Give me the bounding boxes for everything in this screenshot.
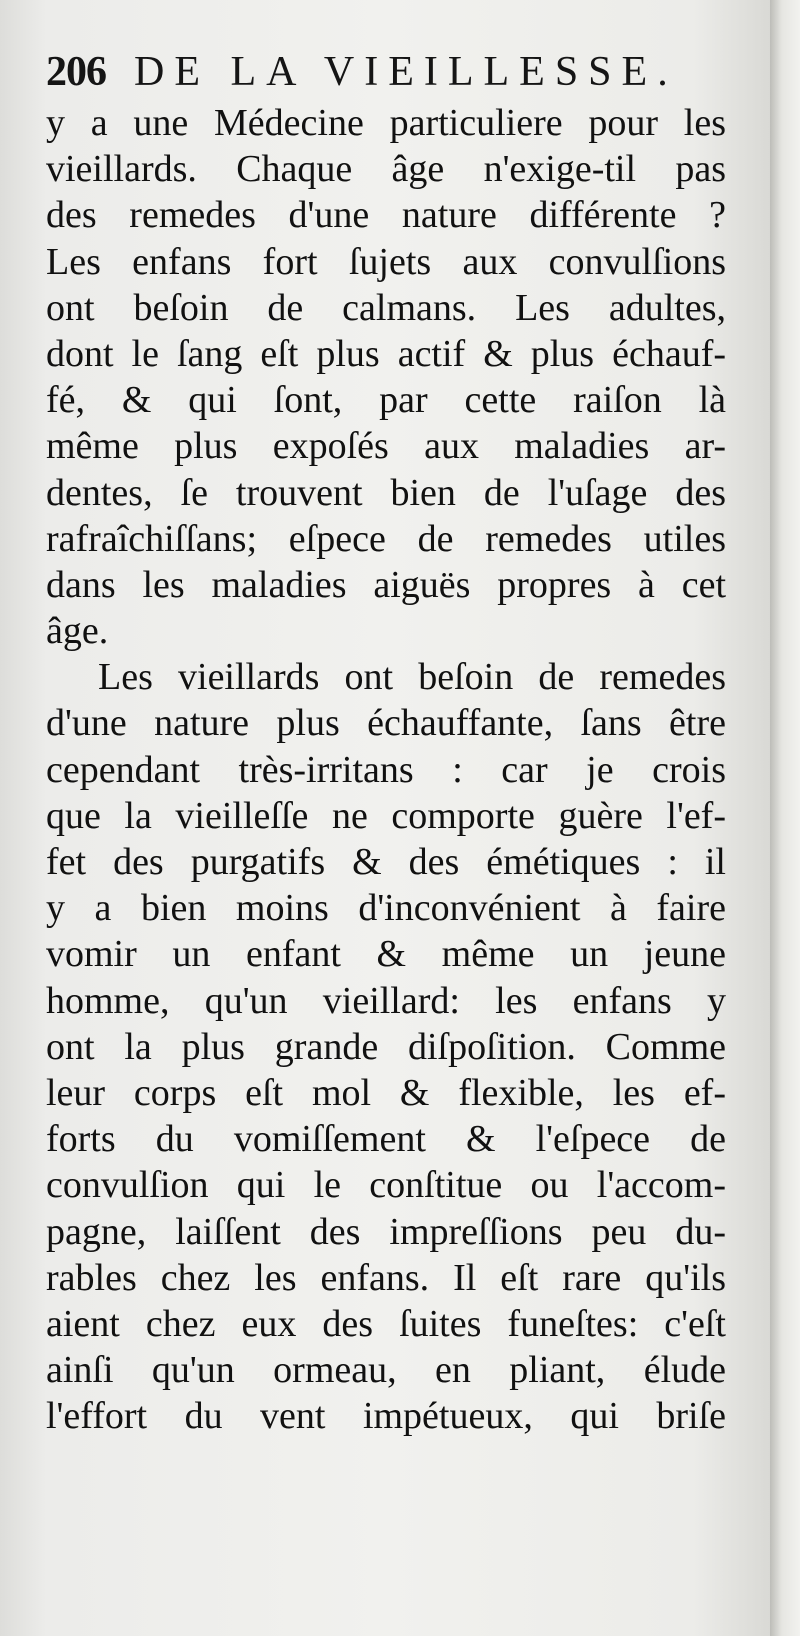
text-line: vieillards. Chaque âge n'exige-til pas: [46, 148, 726, 191]
paragraph-start-line: Les vieillards ont beſoin de remedes: [98, 656, 726, 699]
text-line: vomir un enfant & même un jeune: [46, 933, 726, 976]
running-title: DE LA VIEILLESSE.: [134, 49, 678, 95]
text-line: des remedes d'une nature différente ?: [46, 194, 726, 237]
page-header: [46, 44, 746, 100]
text-line: Les enfans fort ſujets aux convulſions: [46, 240, 726, 283]
text-line: rafraîchiſſans; eſpece de remedes utiles: [46, 517, 726, 560]
text-line: leur corps eſt mol & flexible, les ef-: [46, 1071, 726, 1114]
text-line: dentes, ſe trouvent bien de l'uſage des: [46, 471, 726, 514]
text-line: ont la plus grande diſpoſition. Comme: [46, 1025, 726, 1068]
text-line: homme, qu'un vieillard: les enfans y: [46, 979, 726, 1022]
page-edge: [770, 0, 800, 1636]
text-line: ont beſoin de calmans. Les adultes,: [46, 286, 726, 329]
text-line: aient chez eux des ſuites funeſtes: c'eſt: [46, 1302, 726, 1345]
text-line: convulſion qui le conſtitue ou l'accom-: [46, 1164, 726, 1207]
text-line: y a une Médecine particuliere pour les: [46, 102, 726, 144]
text-line: même plus expoſés aux maladies ar-: [46, 425, 726, 468]
text-line: y a bien moins d'inconvénient à faire: [46, 887, 726, 930]
text-line: fet des purgatifs & des émétiques : il: [46, 841, 726, 883]
body-text: [46, 100, 726, 1439]
text-line: que la vieilleſſe ne comporte guère l'ef-: [46, 794, 726, 837]
paragraph-end-line: âge.: [46, 610, 109, 653]
page-number: 206: [46, 49, 106, 95]
text-line: l'effort du vent impétueux, qui briſe: [46, 1395, 726, 1438]
text-line: rables chez les enfans. Il eſt rare qu'ils: [46, 1256, 726, 1299]
text-line: fé, & qui ſont, par cette raiſon là: [46, 379, 726, 422]
text-line: forts du vomiſſement & l'eſpece de: [46, 1118, 726, 1161]
text-line: cependant très-irritans : car je crois: [46, 748, 726, 791]
text-line: dont le ſang eſt plus actif & plus échauf-: [46, 332, 726, 375]
text-line: ainſi qu'un ormeau, en pliant, élude: [46, 1349, 726, 1392]
text-line: pagne, laiſſent des impreſſions peu du-: [46, 1210, 726, 1253]
text-line: dans les maladies aiguës propres à cet: [46, 563, 726, 606]
text-line: d'une nature plus échauffante, ſans être: [46, 702, 726, 745]
